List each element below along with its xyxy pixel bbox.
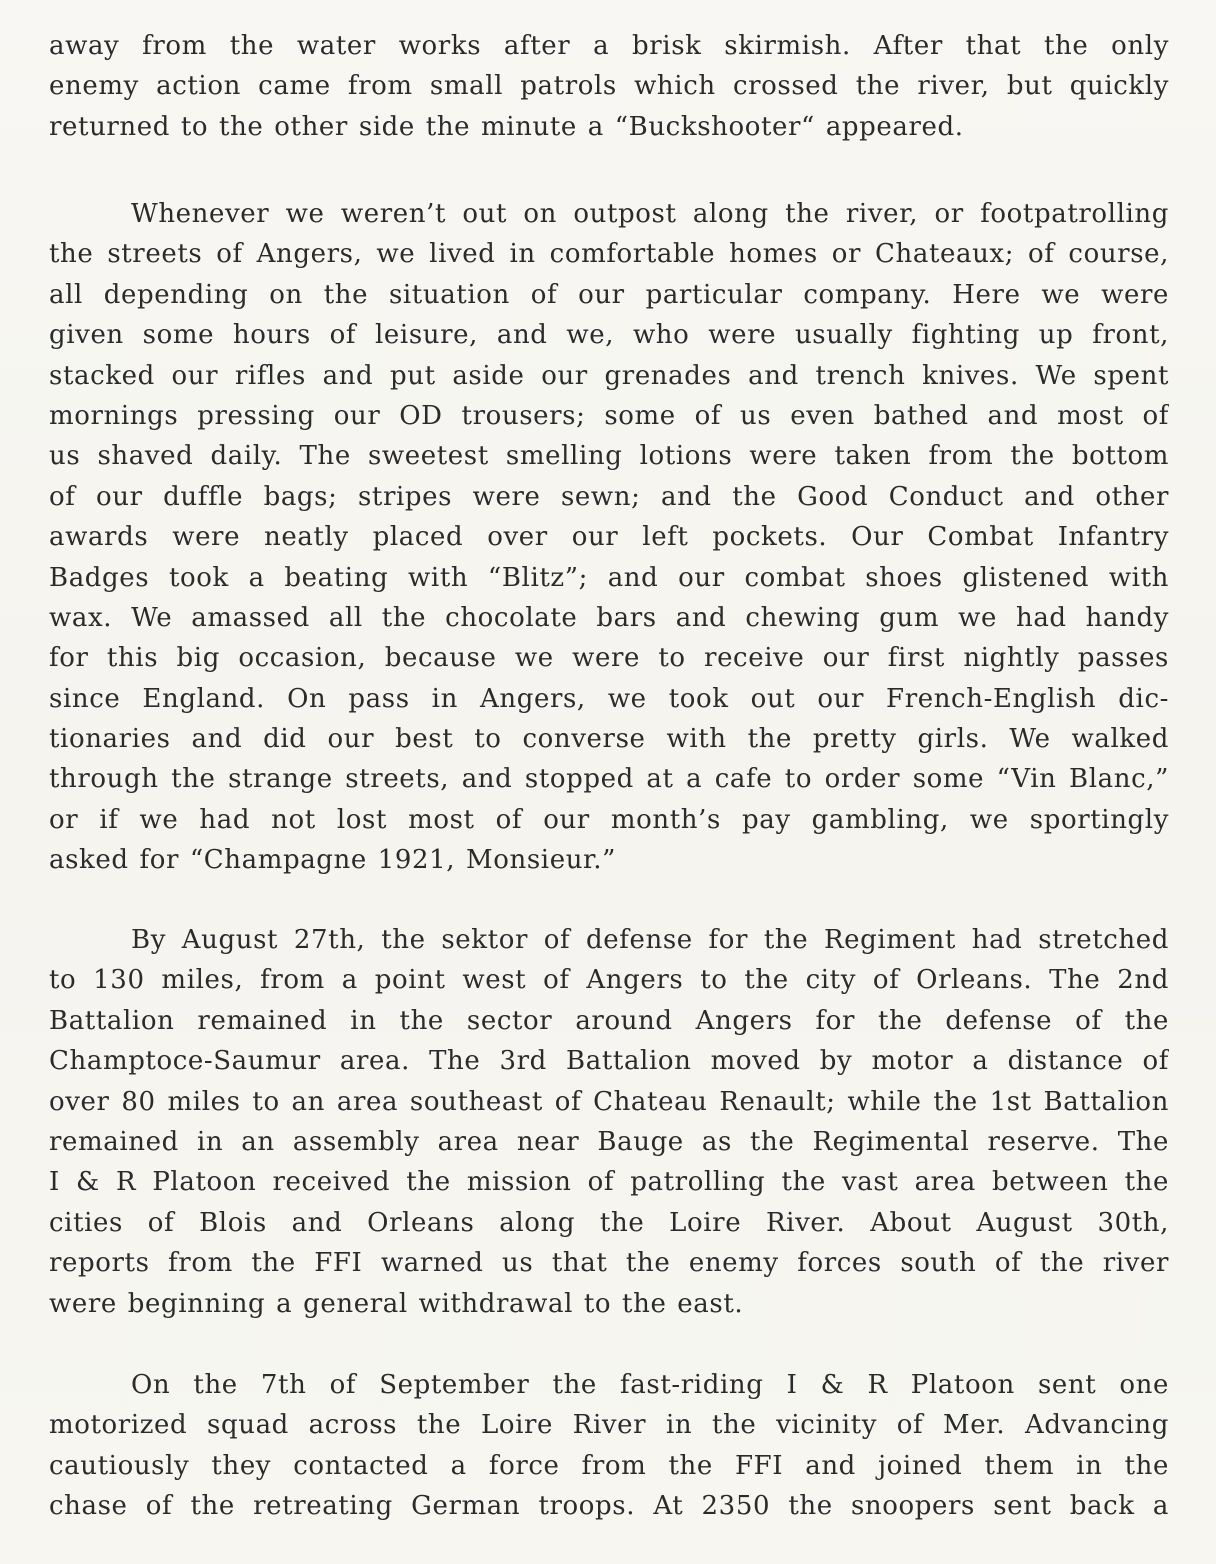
text-line: chase of the retreating German troops. At 2350 the snoopers sent back a — [49, 1491, 1169, 1522]
text-line: On the 7th of September the fast-riding I & R Platoon sent one — [131, 1370, 1169, 1400]
text-line: enemy action came from small patrols which crossed the river, but quickly — [49, 71, 1169, 102]
text-line: motorized squad across the Loire River in the vicinity of Mer. Advancing — [49, 1410, 1169, 1441]
text-line: cities of Blois and Orleans along the Loire River. About August 30th, — [49, 1207, 1169, 1238]
text-line: mornings pressing our OD trousers; some of us even bathed and most of — [49, 400, 1169, 431]
text-line: Battalion remained in the sector around Angers for the defense of the — [49, 1005, 1169, 1036]
paragraph-4 — [49, 1365, 1169, 1527]
text-line: returned to the other side the minute a “Buckshooter“ appeared. — [49, 111, 964, 142]
text-line: the streets of Angers, we lived in comfortable homes or Chateaux; of course, — [49, 239, 1169, 270]
text-line: for this big occasion, because we were to receive our first nightly passes — [49, 643, 1169, 674]
text-line: awards were neatly placed over our left pockets. Our Combat Infantry — [49, 522, 1169, 553]
paragraph-1 — [49, 26, 1169, 147]
text-line: reports from the FFI warned us that the enemy forces south of the river — [49, 1248, 1169, 1279]
text-line: Badges took a beating with “Blitz”; and our combat shoes glistened with — [49, 562, 1169, 593]
text-line: By August 27th, the sektor of defense for the Regiment had stretched — [131, 925, 1169, 955]
text-line: cautiously they contacted a force from the FFI and joined them in the — [49, 1450, 1169, 1481]
text-line: given some hours of leisure, and we, who were usually fighting up front, — [49, 320, 1169, 351]
text-line: stacked our rifles and put aside our grenades and trench knives. We spent — [49, 360, 1169, 391]
text-line: of our duffle bags; stripes were sewn; and the Good Conduct and other — [49, 481, 1169, 512]
text-line: asked for “Champagne 1921, Monsieur.” — [49, 845, 616, 876]
text-line: I & R Platoon received the mission of patrolling the vast area between the — [49, 1167, 1169, 1198]
text-line: wax. We amassed all the chocolate bars and chewing gum we had handy — [49, 602, 1169, 633]
text-line: through the strange streets, and stopped at a cafe to order some “Vin Blanc,” — [49, 764, 1169, 795]
text-line: Whenever we weren’t out on outpost along the river, or footpatrolling — [131, 199, 1169, 229]
text-line: or if we had not lost most of our month’s pay gambling, we sportingly — [49, 804, 1169, 835]
text-line: remained in an assembly area near Bauge as the Regimental reserve. The — [49, 1126, 1169, 1157]
text-line: to 130 miles, from a point west of Angers to the city of Orleans. The 2nd — [49, 965, 1169, 996]
text-line: were beginning a general withdrawal to the east. — [49, 1288, 744, 1319]
text-line: tionaries and did our best to converse with the pretty girls. We walked — [49, 724, 1169, 755]
text-line: Champtoce-Saumur area. The 3rd Battalion moved by motor a distance of — [49, 1046, 1169, 1077]
text-line: us shaved daily. The sweetest smelling lotions were taken from the bottom — [49, 441, 1169, 472]
text-line: away from the water works after a brisk skirmish. After that the only — [49, 31, 1169, 61]
text-line: since England. On pass in Angers, we took out our French-English dic- — [49, 683, 1169, 714]
text-line: over 80 miles to an area southeast of Chateau Renault; while the 1st Battalion — [49, 1086, 1169, 1117]
paragraph-2 — [49, 194, 1169, 881]
paragraph-3 — [49, 920, 1169, 1324]
text-line: all depending on the situation of our particular company. Here we were — [49, 279, 1169, 310]
